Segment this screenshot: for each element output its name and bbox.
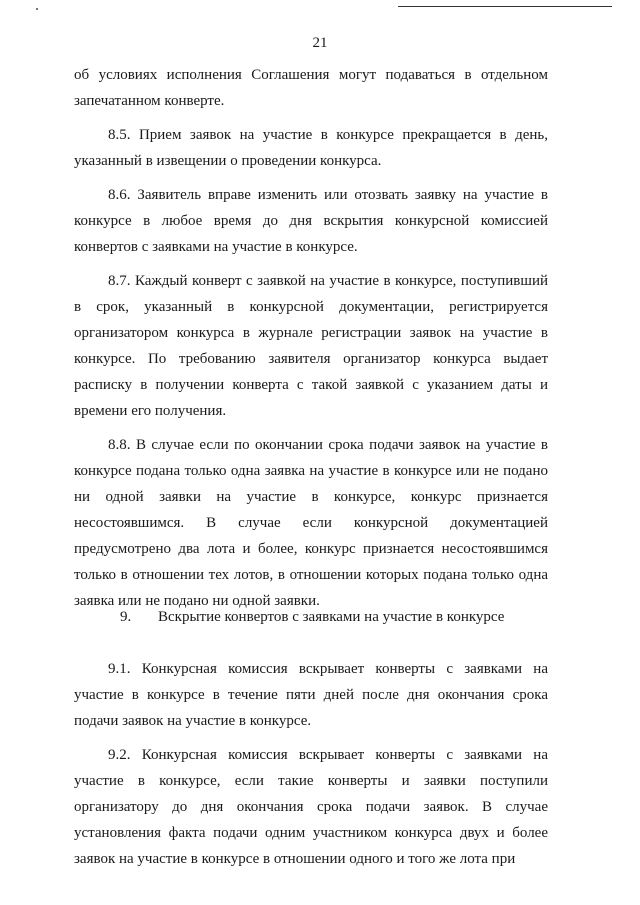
section-9-number: 9.	[120, 609, 132, 625]
paragraph-8-8: 8.8. В случае если по окончании срока подачи заявок на участие в конкурсе подана только одна заявка на участие в конкурсе или не подано ни одной заявки на участие в конкурсе, конкурс признается несостоявшимся. В случае если конкурсной документацией предусмотрено два лота и более, конкурс признается несостоявшимся только в отношении тех лотов, в отношении которых подана только одна заявка или не подано ни одной заявки.	[74, 437, 548, 609]
scan-mark	[36, 8, 38, 10]
paragraph-9-1: 9.1. Конкурсная комиссия вскрывает конверты с заявками на участие в конкурсе в течение пяти дней после дня окончания срока подачи заявок на участие в конкурсе.	[74, 661, 548, 729]
paragraph-8-7: 8.7. Каждый конверт с заявкой на участие в конкурсе, поступивший в срок, указанный в конкурсной документации, регистрируется организатором конкурса в журнале регистрации заявок на участие в конкурсе. По требованию заявителя организатор конкурса выдает расписку в получении конверта с такой заявкой с указанием даты и времени его получения.	[74, 273, 548, 419]
section-9-heading	[120, 606, 504, 628]
paragraph-8-5: 8.5. Прием заявок на участие в конкурсе прекращается в день, указанный в извещении о проведении конкурса.	[74, 127, 548, 169]
header-rule	[398, 6, 612, 7]
page-number: 21	[312, 35, 328, 51]
paragraph-9-2: 9.2. Конкурсная комиссия вскрывает конверты с заявками на участие в конкурсе, если такие конверты и заявки поступили организатору до дня окончания срока подачи заявок. В случае установления факта подачи одним участником конкурса двух и более заявок на участие в конкурсе в отношении одного и того же лота при	[74, 747, 548, 867]
section-9-title: Вскрытие конвертов с заявками на участие в конкурсе	[158, 609, 505, 625]
paragraph-8-6: 8.6. Заявитель вправе изменить или отозвать заявку на участие в конкурсе в любое время до дня вскрытия конкурсной комиссией конвертов с заявками на участие в конкурсе.	[74, 187, 548, 255]
text-block-section-8	[74, 62, 548, 614]
paragraph-continuation: об условиях исполнения Соглашения могут подаваться в отдельном запечатанном конверте.	[74, 67, 548, 109]
text-block-section-9	[74, 656, 548, 872]
